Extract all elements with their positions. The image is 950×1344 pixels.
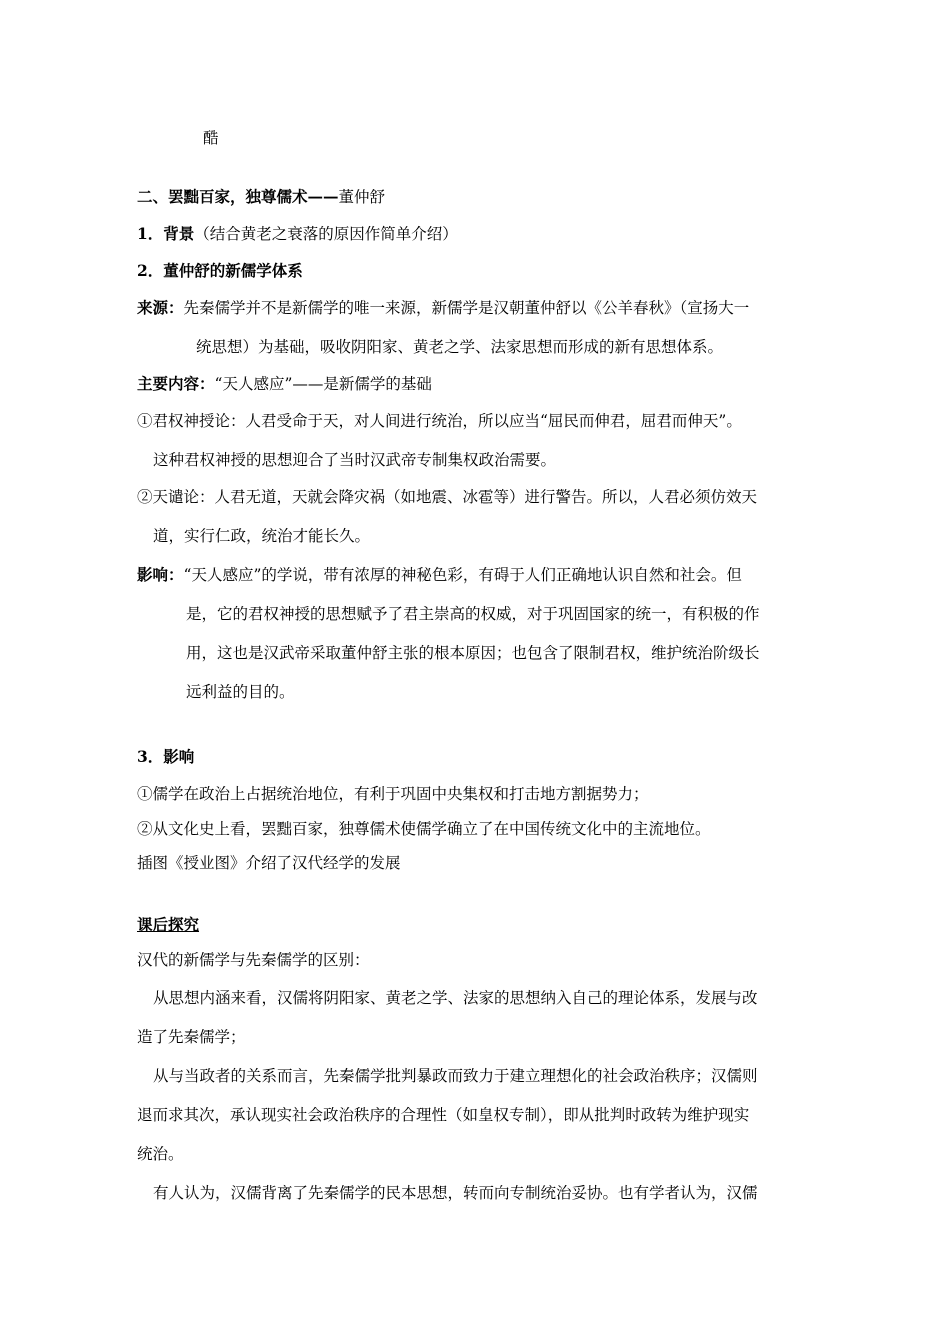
paragraph-continuation: 造了先秦儒学； bbox=[137, 1028, 246, 1046]
list-item: ①儒学在政治上占据统治地位，有利于巩固中央集权和打击地方割据势力； bbox=[137, 785, 649, 803]
paragraph-continuation: 退而求其次，承认现实社会政治秩序的合理性（如皇权专制），即从批判时政转为维护现实 bbox=[137, 1106, 750, 1124]
source-paragraph bbox=[137, 298, 749, 318]
list-item: ②天谴论：人君无道，天就会降灾祸（如地震、冰雹等）进行警告。所以，人君必须仿效天 bbox=[137, 488, 758, 506]
paragraph: 有人认为，汉儒背离了先秦儒学的民本思想，转而向专制统治妥协。也有学者认为，汉儒 bbox=[153, 1184, 758, 1202]
subheading-impact: 3．影响 bbox=[137, 747, 195, 766]
question: 汉代的新儒学与先秦儒学的区别： bbox=[137, 951, 370, 969]
list-item-continuation: 道，实行仁政，统治才能长久。 bbox=[153, 527, 371, 545]
influence-paragraph bbox=[137, 565, 742, 585]
source-text: 先秦儒学并不是新儒学的唯一来源，新儒学是汉朝董仲舒以《公羊春秋》（宣扬大一 bbox=[183, 299, 750, 317]
source-continuation: 统思想）为基础，吸收阴阳家、黄老之学、法家思想而形成的新有思想体系。 bbox=[196, 338, 724, 356]
main-content bbox=[137, 374, 432, 394]
influence-continuation: 是，它的君权神授的思想赋予了君主崇高的权威，对于巩固国家的统一，有积极的作 bbox=[186, 605, 760, 623]
influence-continuation: 远利益的目的。 bbox=[186, 683, 295, 701]
subheading-note: （结合黄老之衰落的原因作简单介绍） bbox=[194, 225, 458, 243]
subheading-background bbox=[137, 224, 458, 244]
source-label: 来源： bbox=[137, 298, 184, 317]
section-heading bbox=[137, 187, 385, 207]
subheading-system: 2．董仲舒的新儒学体系 bbox=[137, 261, 303, 280]
figure-note: 插图《授业图》介绍了汉代经学的发展 bbox=[137, 854, 401, 872]
subheading-bold: 1．背景 bbox=[137, 224, 195, 243]
paragraph: 从与当政者的关系而言，先秦儒学批判暴政而致力于建立理想化的社会政治秩序；汉儒则 bbox=[153, 1067, 758, 1085]
paragraph: 从思想内涵来看，汉儒将阴阳家、黄老之学、法家的思想纳入自己的理论体系，发展与改 bbox=[153, 989, 758, 1007]
influence-text: “天人感应”的学说，带有浓厚的神秘色彩，有碍于人们正确地认识自然和社会。但 bbox=[183, 566, 742, 584]
influence-continuation: 用，这也是汉武帝采取董仲舒主张的根本原因；也包含了限制君权，维护统治阶级长 bbox=[186, 644, 760, 662]
paragraph-continuation: 统治。 bbox=[137, 1145, 184, 1163]
influence-label: 影响： bbox=[137, 565, 184, 584]
main-content-text: “天人感应”——是新儒学的基础 bbox=[214, 375, 432, 393]
heading-bold: 二、罢黜百家，独尊儒术—— bbox=[137, 187, 339, 206]
heading-rest: 董仲舒 bbox=[338, 188, 386, 206]
list-item: ①君权神授论：人君受命于天，对人间进行统治，所以应当“屈民而伸君，屈君而伸天”。 bbox=[137, 412, 742, 430]
after-class-title: 课后探究 bbox=[137, 915, 200, 934]
main-content-label: 主要内容： bbox=[137, 374, 215, 393]
list-item-continuation: 这种君权神授的思想迎合了当时汉武帝专制集权政治需要。 bbox=[153, 451, 557, 469]
text-line: 酷 bbox=[203, 129, 219, 147]
list-item: ②从文化史上看，罢黜百家，独尊儒术使儒学确立了在中国传统文化中的主流地位。 bbox=[137, 820, 711, 838]
